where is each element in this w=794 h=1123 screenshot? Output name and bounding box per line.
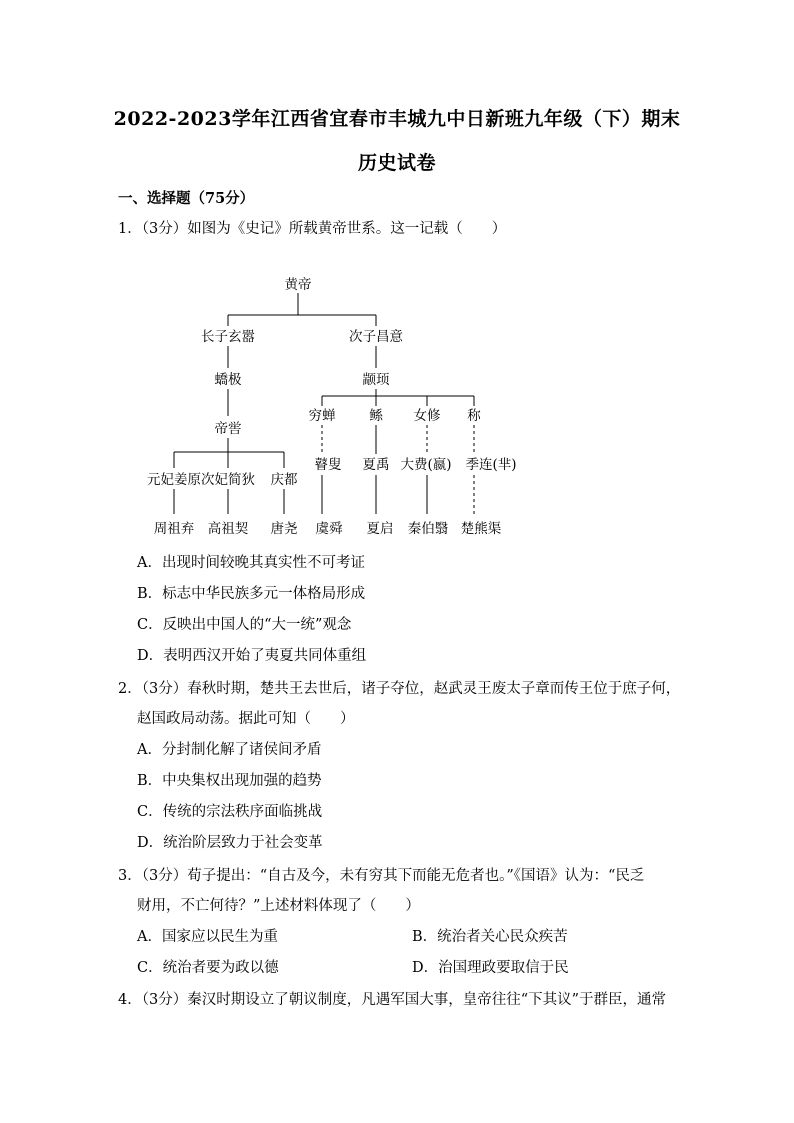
node-jiandi: 次妃简狄 [201, 472, 255, 488]
node-xuanxiao: 长子玄嚣 [201, 329, 255, 345]
question-3-stem-line2: 财用，不亡何待？”上述材料体现了（ ） [137, 898, 420, 914]
q2-option-a: A．分封制化解了诸侯间矛盾 [137, 742, 322, 758]
q2-option-c: C．传统的宗法秩序面临挑战 [137, 804, 323, 820]
exam-title-line1: 2022-2023学年江西省宜春市丰城九中日新班九年级（下）期末 [113, 108, 681, 130]
q3-option-b: B．统治者关心民众疾苦 [412, 929, 568, 945]
node-jilian: 季连(芈) [465, 457, 517, 473]
q1-option-a: A．出现时间较晚其真实性不可考证 [137, 555, 365, 571]
node-xiaqi: 夏启 [366, 521, 394, 537]
q1-option-d: D．表明西汉开始了夷夏共同体重组 [137, 648, 367, 664]
node-diku: 帝喾 [214, 421, 242, 437]
node-gusou: 瞽叟 [314, 457, 342, 473]
node-gaozuqi: 高祖契 [207, 521, 249, 537]
node-dafei: 大费(嬴) [400, 457, 452, 473]
q3-option-c: C．统治者要为政以德 [137, 960, 279, 976]
q2-option-b: B．中央集权出现加强的趋势 [137, 773, 322, 789]
question-2-stem-line2: 赵国政局动荡。据此可知（ ） [137, 711, 355, 727]
section-heading: 一、选择题（75分） [118, 190, 255, 207]
q2-option-d: D．统治阶层致力于社会变革 [137, 835, 323, 851]
q1-option-b: B．标志中华民族多元一体格局形成 [137, 586, 366, 602]
node-jiaoji: 蟜极 [214, 372, 242, 388]
node-jiangyuan: 元妃姜原 [147, 472, 201, 488]
question-1-stem: 1．（3分）如图为《史记》所载黄帝世系。这一记载（ ） [118, 221, 507, 237]
genealogy-diagram [0, 0, 794, 560]
node-qinboyi: 秦伯翳 [407, 521, 449, 537]
question-3-stem-line1: 3．（3分）荀子提出：“自古及今，未有穷其下而能无危者也。”《国语》认为：“民乏 [118, 868, 645, 884]
node-qiongchan: 穷蝉 [308, 408, 336, 424]
node-huangdi: 黄帝 [284, 277, 312, 293]
node-xiayu: 夏禹 [362, 457, 390, 473]
node-tangyao: 唐尧 [270, 521, 298, 537]
q3-option-a: A．国家应以民生为重 [137, 929, 278, 945]
node-qingdu: 庆都 [270, 472, 298, 488]
node-yushun: 虞舜 [315, 521, 343, 537]
node-zhouzuqi: 周祖弃 [153, 521, 195, 537]
q3-option-d: D．治国理政要取信于民 [412, 960, 569, 976]
node-nvxiu: 女修 [413, 408, 441, 424]
node-cheng: 称 [467, 408, 481, 424]
q1-option-c: C．反映出中国人的“大一统”观念 [137, 617, 352, 633]
question-4-stem-line1: 4．（3分）秦汉时期设立了朝议制度，凡遇军国大事，皇帝往往“下其议”于群臣，通常 [118, 992, 667, 1008]
question-2-stem-line1: 2．（3分）春秋时期，楚共王去世后，诸子夺位，赵武灵王废太子章而传王位于庶子何， [118, 681, 681, 697]
node-zhuanxu: 颛顼 [362, 372, 390, 388]
exam-title-line2: 历史试卷 [357, 152, 436, 174]
node-gun: 鲧 [369, 408, 383, 424]
node-chuxiongqu: 楚熊渠 [460, 521, 502, 537]
node-changyi: 次子昌意 [349, 329, 403, 345]
